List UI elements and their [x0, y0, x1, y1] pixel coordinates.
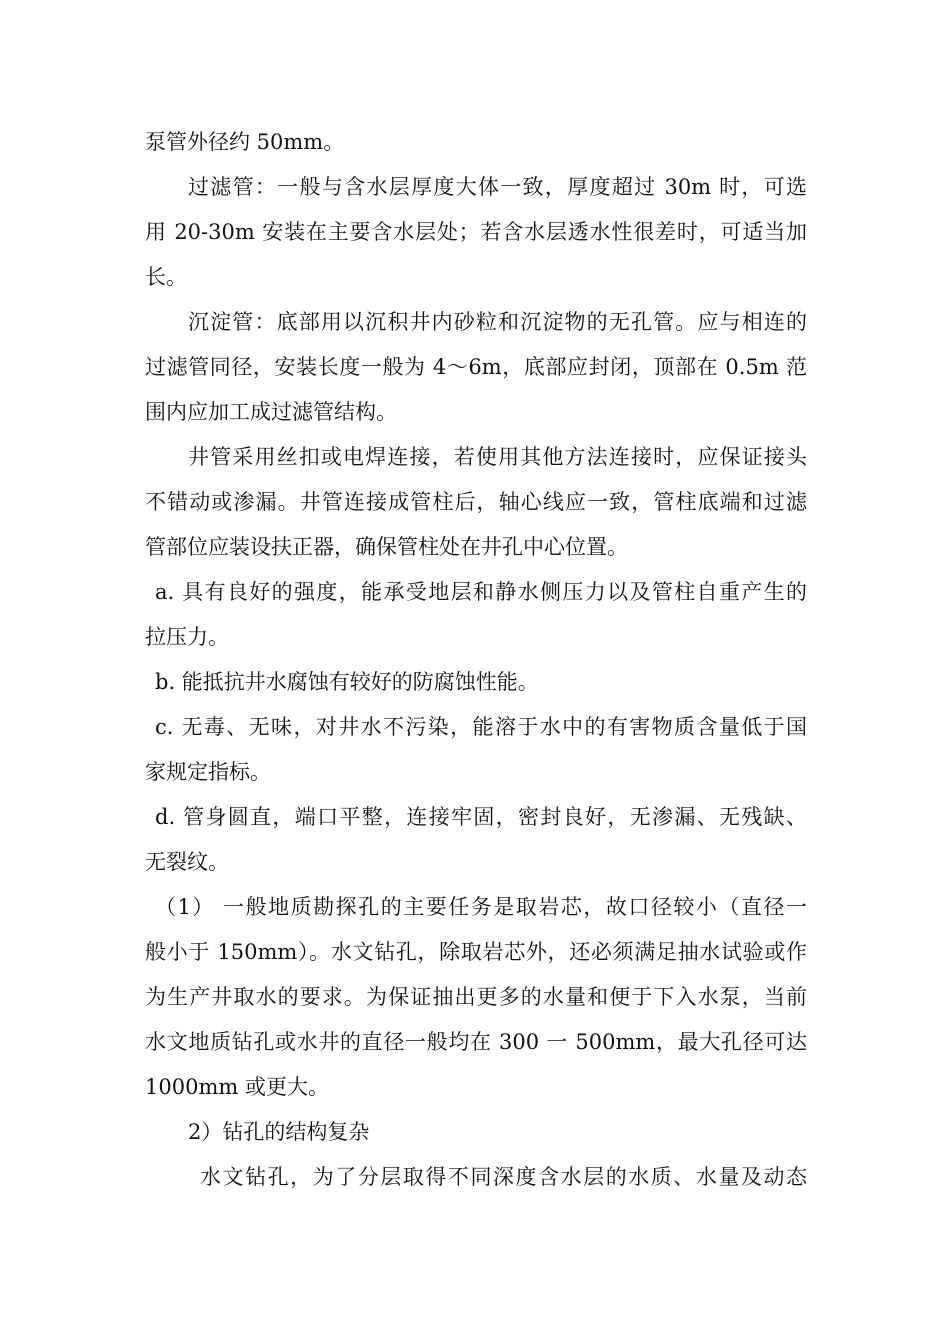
- text-line-settling-pipe-2: 过滤管同径，安装长度一般为 4～6m，底部应封闭，顶部在 0.5m 范: [145, 355, 807, 379]
- text-line-section-1-1: （1） 一般地质勘探孔的主要任务是取岩芯，故口径较小（直径一: [155, 895, 807, 919]
- text-line-item-c-2: 家规定指标。: [145, 760, 271, 784]
- text-line-section-2-1: 水文钻孔，为了分层取得不同深度含水层的水质、水量及动态: [200, 1165, 807, 1189]
- text-line-filter-pipe-3: 长。: [145, 265, 187, 289]
- section-heading-2: 2）钻孔的结构复杂: [188, 1120, 370, 1144]
- text-line-item-d-2: 无裂纹。: [145, 850, 229, 874]
- text-line-connection-2: 不错动或渗漏。井管连接成管柱后，轴心线应一致，管柱底端和过滤: [145, 490, 807, 514]
- text-line-item-a-1: a. 具有良好的强度，能承受地层和静水侧压力以及管柱自重产生的: [155, 580, 807, 604]
- text-line-pump-pipe-diameter: 泵管外径约 50mm。: [145, 130, 345, 154]
- text-line-connection-1: 井管采用丝扣或电焊连接，若使用其他方法连接时，应保证接头: [188, 445, 807, 469]
- text-line-item-c-1: c. 无毒、无味，对井水不污染，能溶于水中的有害物质含量低于国: [155, 715, 807, 739]
- text-line-filter-pipe-2: 用 20-30m 安装在主要含水层处；若含水层透水性很差时，可适当加: [145, 220, 807, 244]
- text-line-section-1-4: 水文地质钻孔或水井的直径一般均在 300 一 500mm，最大孔径可达: [145, 1030, 807, 1054]
- text-line-filter-pipe-1: 过滤管：一般与含水层厚度大体一致，厚度超过 30m 时，可选: [188, 175, 807, 199]
- text-line-settling-pipe-3: 围内应加工成过滤管结构。: [145, 400, 397, 424]
- text-line-settling-pipe-1: 沉淀管：底部用以沉积井内砂粒和沉淀物的无孔管。应与相连的: [188, 310, 807, 334]
- text-line-section-1-5: 1000mm 或更大。: [145, 1075, 329, 1099]
- text-line-section-1-3: 为生产井取水的要求。为保证抽出更多的水量和便于下入水泵，当前: [145, 985, 807, 1009]
- text-line-item-a-2: 拉压力。: [145, 625, 229, 649]
- document-body: [145, 120, 807, 1200]
- text-line-section-1-2: 般小于 150mm）。水文钻孔，除取岩芯外，还必须满足抽水试验或作: [145, 940, 807, 964]
- text-line-connection-3: 管部位应装设扶正器，确保管柱处在井孔中心位置。: [145, 535, 628, 559]
- text-line-item-b: b. 能抵抗井水腐蚀有较好的防腐蚀性能。: [155, 670, 539, 694]
- text-line-item-d-1: d. 管身圆直，端口平整，连接牢固，密封良好，无渗漏、无残缺、: [155, 805, 807, 829]
